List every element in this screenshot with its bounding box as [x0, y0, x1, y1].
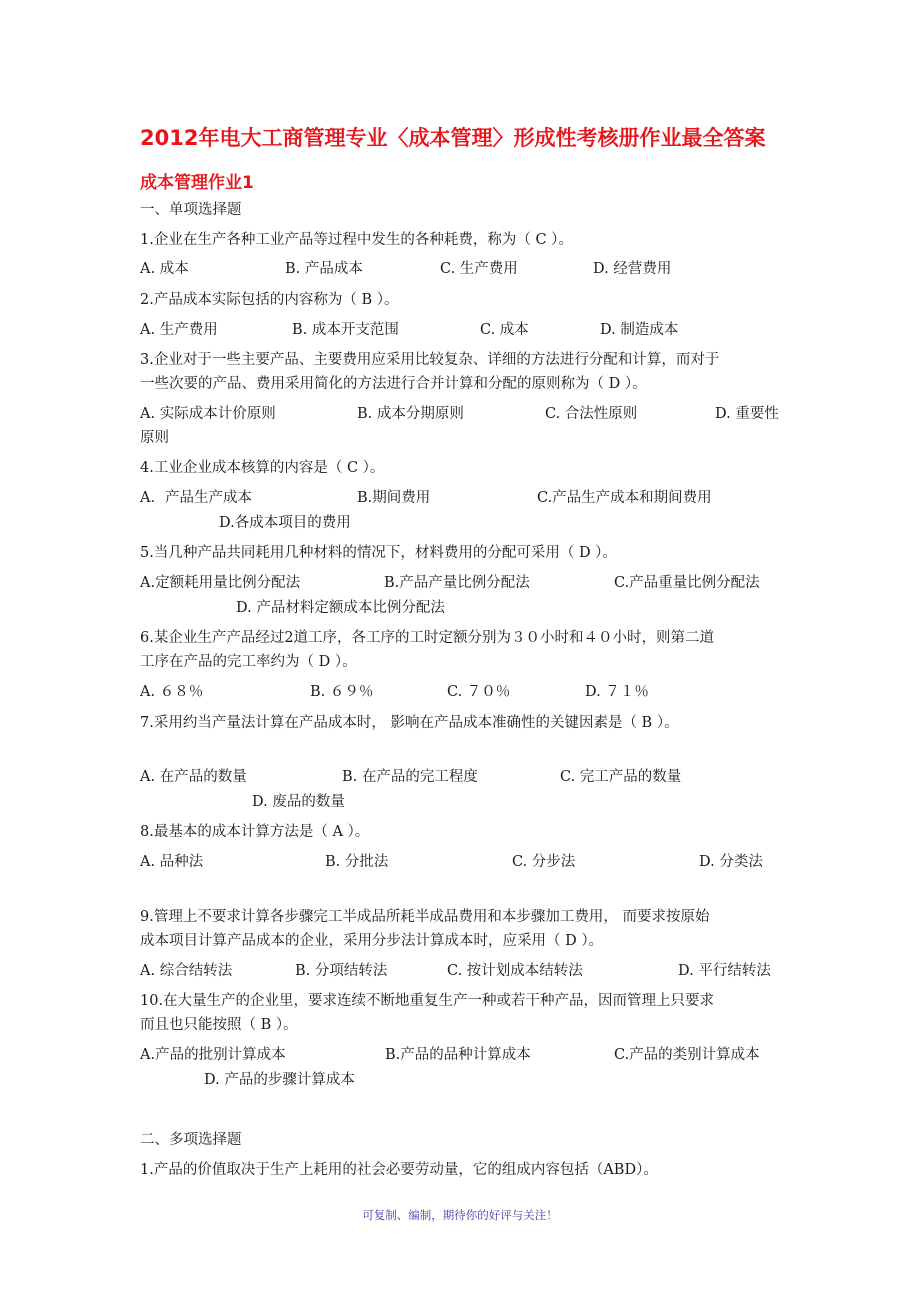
question-4-option-a: A．产品生产成本: [140, 490, 252, 506]
question-9-stem-line-2: 成本项目计算产品成本的企业，采用分步法计算成本时，应采用（ D ）。: [140, 933, 604, 949]
question-1-option-a: A. 成本: [140, 261, 189, 277]
question-6-option-c: C. ７０％: [447, 684, 511, 700]
question-4-stem: 4.工业企业成本核算的内容是（ C ）。: [140, 460, 385, 476]
question-6-stem-line-1: 6.某企业生产产品经过2道工序，各工序的工时定额分别为３０小时和４０小时，则第二道: [140, 630, 715, 646]
question-8-option-d: D. 分类法: [699, 854, 763, 870]
multi-question-1-stem: 1.产品的价值取决于生产上耗用的社会必要劳动量，它的组成内容包括（ABD）。: [140, 1162, 658, 1178]
question-8-option-a: A. 品种法: [140, 854, 204, 870]
question-8-option-c: C. 分步法: [512, 854, 576, 870]
question-1-option-d: D. 经营费用: [593, 261, 672, 277]
question-7-stem: 7.采用约当产量法计算在产品成本时， 影响在产品成本准确性的关键因素是（ B ）。: [140, 715, 679, 731]
question-5-stem: 5.当几种产品共同耗用几种材料的情况下，材料费用的分配可采用（ D ）。: [140, 545, 617, 561]
question-3-option-d: D. 重要性: [715, 406, 779, 422]
question-6-stem-line-2: 工序在产品的完工率约为（ D ）。: [140, 654, 357, 670]
question-9-option-b: B. 分项结转法: [295, 963, 388, 979]
question-2-option-a: A. 生产费用: [140, 322, 218, 338]
question-4-option-b: B.期间费用: [357, 490, 431, 506]
question-5-option-b: B.产品产量比例分配法: [384, 575, 530, 591]
question-5-option-d: D. 产品材料定额成本比例分配法: [236, 600, 445, 616]
question-7-option-d: D. 废品的数量: [252, 794, 345, 810]
question-6-option-d: D. ７１％: [585, 684, 649, 700]
question-4-option-c: C.产品生产成本和期间费用: [537, 490, 712, 506]
question-1-stem: 1.企业在生产各种工业产品等过程中发生的各种耗费，称为（ C ）。: [140, 232, 573, 248]
question-8-stem: 8.最基本的成本计算方法是（ A ）。: [140, 824, 370, 840]
question-10-stem-line-1: 10.在大量生产的企业里，要求连续不断地重复生产一种或若干种产品，因而管理上只要求: [140, 993, 715, 1009]
question-2-option-d: D. 制造成本: [600, 322, 679, 338]
question-7-option-b: B. 在产品的完工程度: [342, 769, 478, 785]
question-7-option-a: A. 在产品的数量: [140, 769, 247, 785]
section-heading-multiple-choice: 二、多项选择题: [140, 1132, 242, 1148]
question-3-option-b: B. 成本分期原则: [357, 406, 464, 422]
question-6-option-b: B. ６９％: [310, 684, 374, 700]
document-title: 2012年电大工商管理专业〈成本管理〉形成性考核册作业最全答案: [140, 126, 766, 150]
question-2-stem: 2.产品成本实际包括的内容称为（ B ）。: [140, 292, 399, 308]
question-2-option-b: B. 成本开支范围: [292, 322, 399, 338]
question-10-option-a: A.产品的批别计算成本: [140, 1047, 286, 1063]
question-1-option-b: B. 产品成本: [285, 261, 363, 277]
question-9-option-d: D. 平行结转法: [678, 963, 771, 979]
question-7-option-c: C. 完工产品的数量: [560, 769, 682, 785]
question-3-stem-line-2: 一些次要的产品、费用采用简化的方法进行合并计算和分配的原则称为（ D ）。: [140, 376, 647, 392]
question-6-option-a: A. ６８％: [140, 684, 204, 700]
question-1-option-c: C. 生产费用: [440, 261, 518, 277]
section-heading-single-choice: 一、单项选择题: [140, 202, 242, 218]
question-9-stem-line-1: 9.管理上不要求计算各步骤完工半成品所耗半成品费用和本步骤加工费用， 而要求按原始: [140, 909, 710, 925]
question-10-stem-line-2: 而且也只能按照（ B ）。: [140, 1017, 298, 1033]
question-2-option-c: C. 成本: [480, 322, 529, 338]
question-10-option-b: B.产品的品种计算成本: [385, 1047, 531, 1063]
question-10-option-d: D. 产品的步骤计算成本: [204, 1072, 355, 1088]
assignment-title: 成本管理作业1: [140, 173, 254, 193]
question-5-option-a: A.定额耗用量比例分配法: [140, 575, 301, 591]
question-3-option-a: A. 实际成本计价原则: [140, 406, 276, 422]
question-3-stem-line-1: 3.企业对于一些主要产品、主要费用应采用比较复杂、详细的方法进行分配和计算，而对于: [140, 352, 720, 368]
page-footer: 可复制、编制，期待你的好评与关注！: [362, 1208, 558, 1222]
question-3-option-d-wrap: 原则: [140, 430, 169, 446]
question-3-option-c: C. 合法性原则: [545, 406, 638, 422]
question-8-option-b: B. 分批法: [325, 854, 389, 870]
question-9-option-c: C. 按计划成本结转法: [447, 963, 583, 979]
question-10-option-c: C.产品的类别计算成本: [614, 1047, 760, 1063]
question-9-option-a: A. 综合结转法: [140, 963, 233, 979]
question-5-option-c: C.产品重量比例分配法: [614, 575, 760, 591]
question-4-option-d: D.各成本项目的费用: [219, 515, 351, 531]
